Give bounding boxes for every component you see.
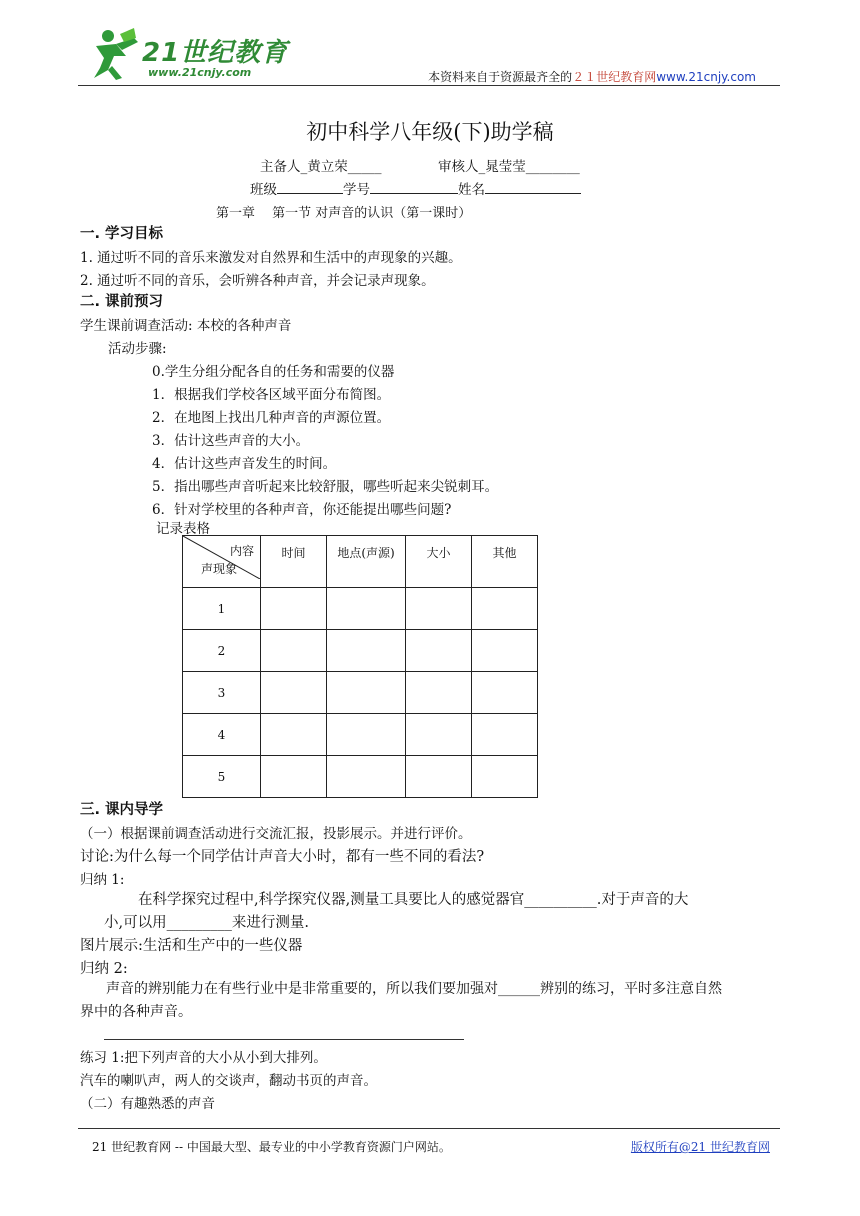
table-cell[interactable] xyxy=(261,756,327,798)
table-cell[interactable] xyxy=(327,756,406,798)
header-url[interactable]: www.21cnjy.com xyxy=(656,70,756,84)
summary-2-text-cont: 界中的各种声音。 xyxy=(80,1004,192,1020)
summary-1-label: 归纳 1: xyxy=(80,872,125,888)
row-number: 4 xyxy=(183,714,261,756)
table-label: 记录表格 xyxy=(156,521,210,537)
step-item: 2．在地图上找出几种声音的声源位置。 xyxy=(152,410,391,426)
section-1-heading: 一. 学习目标 xyxy=(80,226,164,242)
table-row xyxy=(183,714,538,756)
table-header-row xyxy=(183,536,538,588)
student-info-line xyxy=(250,178,581,198)
logo-url: www.21cnjy.com xyxy=(148,66,252,79)
table-cell[interactable] xyxy=(406,588,472,630)
table-cell[interactable] xyxy=(261,630,327,672)
table-cell[interactable] xyxy=(406,756,472,798)
header-rule xyxy=(78,85,780,86)
table-cell[interactable] xyxy=(327,630,406,672)
column-header: 大小 xyxy=(406,536,472,588)
number-label: 学号 xyxy=(343,182,370,198)
table-cell[interactable] xyxy=(327,588,406,630)
survey-intro: 学生课前调查活动: 本校的各种声音 xyxy=(80,318,292,334)
summary-1-text: 在科学探究过程中,科学探究仪器,测量工具要比人的感觉器官__________.对于声音的大 xyxy=(138,892,689,908)
guide-paragraph-1: （一）根据课前调查活动进行交流汇报，投影展示。并进行评价。 xyxy=(80,826,472,842)
exercise-1: 练习 1:把下列声音的大小从小到大排列。 xyxy=(80,1050,327,1066)
step-item: 4．估计这些声音发生的时间。 xyxy=(152,456,337,472)
table-cell[interactable] xyxy=(406,672,472,714)
step-item: 5．指出哪些声音听起来比较舒服，哪些听起来尖锐刺耳。 xyxy=(152,479,499,495)
logo-text: 21世纪教育 xyxy=(142,38,289,68)
summary-2-label: 归纳 2: xyxy=(80,961,128,977)
exercise-1-items: 汽车的喇叭声，两人的交谈声，翻动书页的声音。 xyxy=(80,1073,377,1089)
preparer-line: 主备人_黄立荣_____ xyxy=(260,159,382,175)
row-number: 2 xyxy=(183,630,261,672)
page-title: 初中科学八年级(下)助学稿 xyxy=(306,120,554,144)
corner-bottom-label: 声现象 xyxy=(201,562,238,576)
steps-label: 活动步骤: xyxy=(108,341,167,357)
picture-display-line: 图片展示:生活和生产中的一些仪器 xyxy=(80,938,303,954)
table-cell[interactable] xyxy=(327,672,406,714)
objective-item-1: 1. 通过听不同的音乐来激发对自然界和生活中的声现象的兴趣。 xyxy=(80,250,462,266)
table-cell[interactable] xyxy=(327,714,406,756)
row-number: 5 xyxy=(183,756,261,798)
table-cell[interactable] xyxy=(406,714,472,756)
class-field[interactable] xyxy=(277,179,343,194)
table-cell[interactable] xyxy=(472,588,538,630)
table-cell[interactable] xyxy=(472,714,538,756)
name-label: 姓名 xyxy=(458,182,485,198)
name-field[interactable] xyxy=(485,179,581,194)
number-field[interactable] xyxy=(370,179,458,194)
column-header: 其他 xyxy=(472,536,538,588)
table-row xyxy=(183,672,538,714)
table-row xyxy=(183,588,538,630)
column-header: 时间 xyxy=(261,536,327,588)
header-site-name: ２１世纪教育网 xyxy=(572,70,657,84)
section-3-heading: 三. 课内导学 xyxy=(80,802,164,818)
column-header: 地点(声源) xyxy=(327,536,406,588)
table-cell[interactable] xyxy=(261,672,327,714)
table-cell[interactable] xyxy=(472,756,538,798)
table-cell[interactable] xyxy=(406,630,472,672)
footer-text: 21 世纪教育网 -- 中国最大型、最专业的中小学教育资源门户网站。 xyxy=(92,1140,451,1154)
table-corner-cell xyxy=(183,536,261,588)
table-row xyxy=(183,756,538,798)
footer-rule xyxy=(78,1128,780,1129)
subsection-2-heading: （二）有趣熟悉的声音 xyxy=(80,1096,215,1112)
table-cell[interactable] xyxy=(261,588,327,630)
step-item: 1．根据我们学校各区域平面分布简图。 xyxy=(152,387,391,403)
footer-copyright-link[interactable]: 版权所有@21 世纪教育网 xyxy=(630,1140,770,1154)
class-label: 班级 xyxy=(250,182,277,198)
discussion-question: 讨论:为什么每一个同学估计声音大小时，都有一些不同的看法? xyxy=(80,849,485,865)
step-item: 6．针对学校里的各种声音，你还能提出哪些问题? xyxy=(152,502,452,518)
answer-line xyxy=(104,1039,464,1040)
site-logo xyxy=(86,26,296,84)
record-table xyxy=(182,535,538,798)
row-number: 1 xyxy=(183,588,261,630)
step-item: 3．估计这些声音的大小。 xyxy=(152,433,310,449)
chapter-line: 第一章 第一节 对声音的认识（第一课时） xyxy=(216,206,472,221)
table-cell[interactable] xyxy=(472,672,538,714)
corner-top-label: 内容 xyxy=(229,544,254,558)
table-cell[interactable] xyxy=(472,630,538,672)
table-row xyxy=(183,630,538,672)
section-2-heading: 二. 课前预习 xyxy=(80,294,164,310)
reviewer-line: 审核人_晁莹莹________ xyxy=(438,159,580,175)
objective-item-2: 2. 通过听不同的音乐，会听辨各种声音，并会记录声现象。 xyxy=(80,273,435,289)
table-cell[interactable] xyxy=(261,714,327,756)
step-item: 0.学生分组分配各自的任务和需要的仪器 xyxy=(152,364,395,380)
summary-1-text-cont: 小,可以用_________来进行测量. xyxy=(104,915,309,931)
header-note: 本资料来自于资源最齐全的２１世纪教育网www.21cnjy.com xyxy=(428,70,756,84)
row-number: 3 xyxy=(183,672,261,714)
summary-2-text: 声音的辨别能力在有些行业中是非常重要的，所以我们要加强对______辨别的练习，平时多注意自然 xyxy=(106,981,722,997)
